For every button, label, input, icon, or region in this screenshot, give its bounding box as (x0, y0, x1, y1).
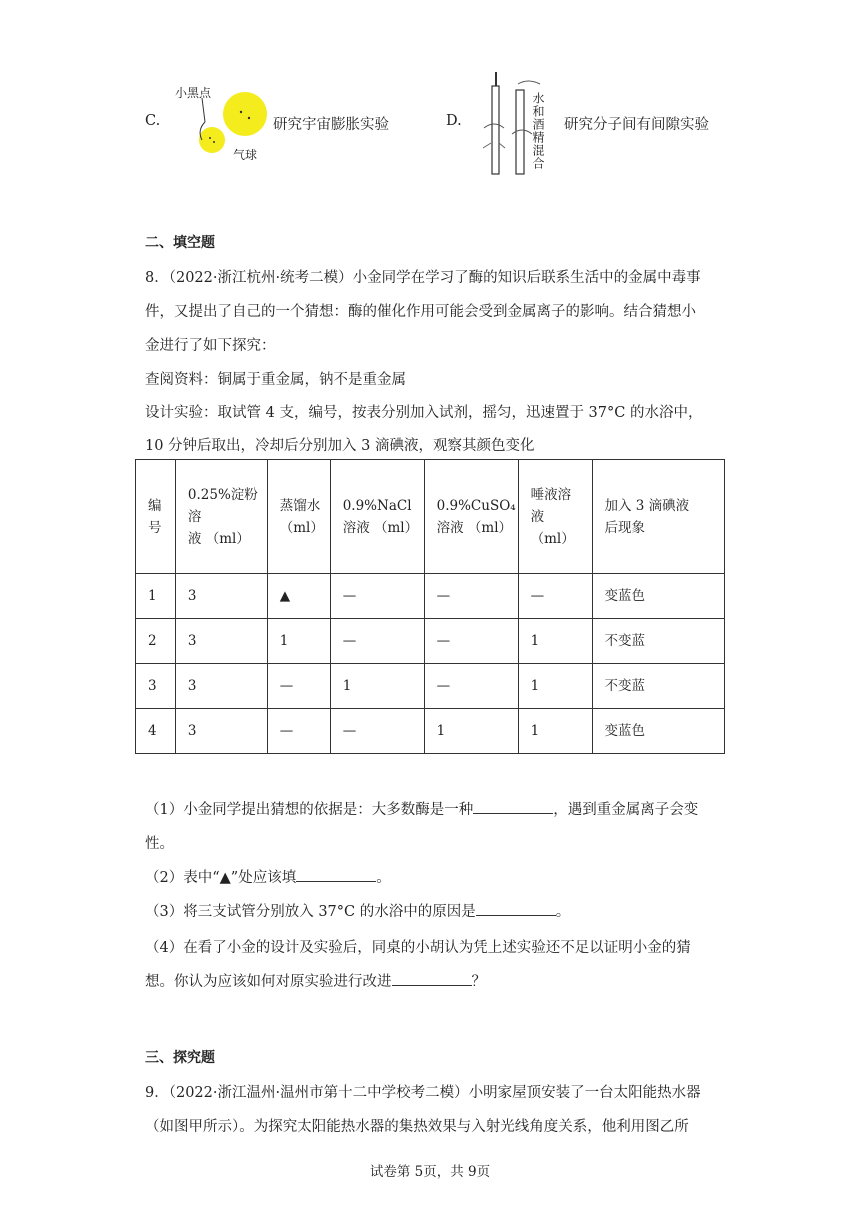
subq-3 (145, 900, 570, 921)
page-footer: 试卷第 5页，共 9页 (369, 1164, 491, 1180)
table-row (136, 574, 725, 619)
subq-4-cont (145, 970, 486, 991)
table-row (136, 664, 725, 709)
table-cell: 变蓝色 (592, 709, 724, 754)
table-cell: 4 (136, 709, 176, 754)
table-cell: — (267, 664, 330, 709)
balloon-label: 气球 (233, 148, 258, 162)
option-c-label: C. (145, 113, 161, 129)
table-cell: — (330, 574, 424, 619)
table-cell: 1 (518, 619, 592, 664)
q9-line-1: 9．（2022·浙江温州·温州市第十二中学校考二模）小明家屋顶安装了一台太阳能热水器 (145, 1085, 701, 1101)
subq-2-text: （2）表中“▲”处应该填 (145, 870, 297, 886)
table-cell: 1 (518, 709, 592, 754)
table-cell: 3 (175, 664, 267, 709)
subq-3-text: （3）将三支试管分别放入 37°C 的水浴中的原因是 (145, 904, 476, 920)
table-cell: 3 (136, 664, 176, 709)
subq-4-text: 想。你认为应该如何对原实验进行改进 (145, 974, 392, 990)
header-cell-number: 编 号 (136, 460, 176, 574)
tube-label: 水和酒精混合 (531, 92, 545, 170)
q8-line-1: 8．（2022·浙江杭州·统考二模）小金同学在学习了酶的知识后联系生活中的金属中毒事 (145, 270, 701, 286)
table-cell: 1 (424, 709, 518, 754)
subq-4-end: ？ (471, 974, 486, 990)
table-row (136, 709, 725, 754)
table-row (136, 619, 725, 664)
table-cell: — (330, 709, 424, 754)
dot-label: 小黑点 (175, 86, 212, 100)
table-cell: 1 (518, 664, 592, 709)
header-cell-saliva: 唾液溶 液 （ml） (518, 460, 592, 574)
option-d-caption: 研究分子间有间隙实验 (564, 117, 709, 133)
header-cell-water: 蒸馏水 （ml） (267, 460, 330, 574)
tube-figure (478, 68, 563, 178)
subq-4: （4）在看了小金的设计及实验后，同桌的小胡认为凭上述实验还不足以证明小金的猜 (145, 940, 691, 956)
q8-line-4: 查阅资料：铜属于重金属，钠不是重金属 (145, 372, 406, 388)
section-title-inquiry: 三、探究题 (145, 1050, 215, 1066)
table-cell: — (424, 664, 518, 709)
subq-1-text-end: ，遇到重金属离子会变 (553, 802, 699, 818)
q9-line-2: （如图甲所示）。为探究太阳能热水器的集热效果与入射光线角度关系，他利用图乙所 (145, 1119, 689, 1135)
header-cell-cuso4: 0.9%CuSO₄ 溶液 （ml） (424, 460, 518, 574)
subq-1-text: （1）小金同学提出猜想的依据是：大多数酶是一种 (145, 802, 474, 818)
table-cell: 1 (267, 619, 330, 664)
table-cell: 不变蓝 (592, 664, 724, 709)
answer-blank[interactable] (296, 867, 376, 882)
q8-line-6: 10 分钟后取出，冷却后分别加入 3 滴碘液，观察其颜色变化 (145, 438, 535, 454)
experiment-table (135, 459, 725, 754)
balloon-figure (175, 82, 270, 162)
table-cell: 不变蓝 (592, 619, 724, 664)
subq-1 (145, 798, 698, 819)
subq-2 (145, 866, 391, 887)
section-title-fill: 二、填空题 (145, 235, 215, 251)
table-cell: 1 (330, 664, 424, 709)
table-cell: 变蓝色 (592, 574, 724, 619)
table-cell: — (330, 619, 424, 664)
table-cell: — (424, 619, 518, 664)
table-cell: 2 (136, 619, 176, 664)
q8-line-5: 设计实验：取试管 4 支，编号，按表分别加入试剂，摇匀，迅速置于 37°C 的水浴中， (145, 405, 703, 421)
subq-3-end: 。 (555, 904, 571, 920)
header-cell-result: 加入 3 滴碘液 后现象 (592, 460, 724, 574)
q8-line-3: 金进行了如下探究： (145, 338, 276, 354)
subq-1-cont: 性。 (145, 836, 174, 852)
option-c-caption: 研究宇宙膨胀实验 (273, 117, 389, 133)
table-cell: — (518, 574, 592, 619)
header-cell-starch: 0.25%淀粉 溶 液 （ml） (175, 460, 267, 574)
table-cell: 3 (175, 574, 267, 619)
option-d-label: D. (446, 113, 462, 129)
table-cell: 3 (175, 619, 267, 664)
answer-blank[interactable] (473, 799, 553, 814)
table-cell: — (424, 574, 518, 619)
table-cell: ▲ (267, 574, 330, 619)
subq-2-end: 。 (376, 870, 391, 886)
table-header-row (136, 460, 725, 574)
q8-line-2: 件，又提出了自己的一个猜想：酶的催化作用可能会受到金属离子的影响。结合猜想小 (145, 304, 696, 320)
header-cell-nacl: 0.9%NaCl 溶液 （ml） (330, 460, 424, 574)
table-cell: 1 (136, 574, 176, 619)
table-cell: 3 (175, 709, 267, 754)
test-tube-icon (478, 68, 563, 178)
answer-blank[interactable] (476, 901, 556, 916)
answer-blank[interactable] (392, 971, 472, 986)
table-cell: — (267, 709, 330, 754)
